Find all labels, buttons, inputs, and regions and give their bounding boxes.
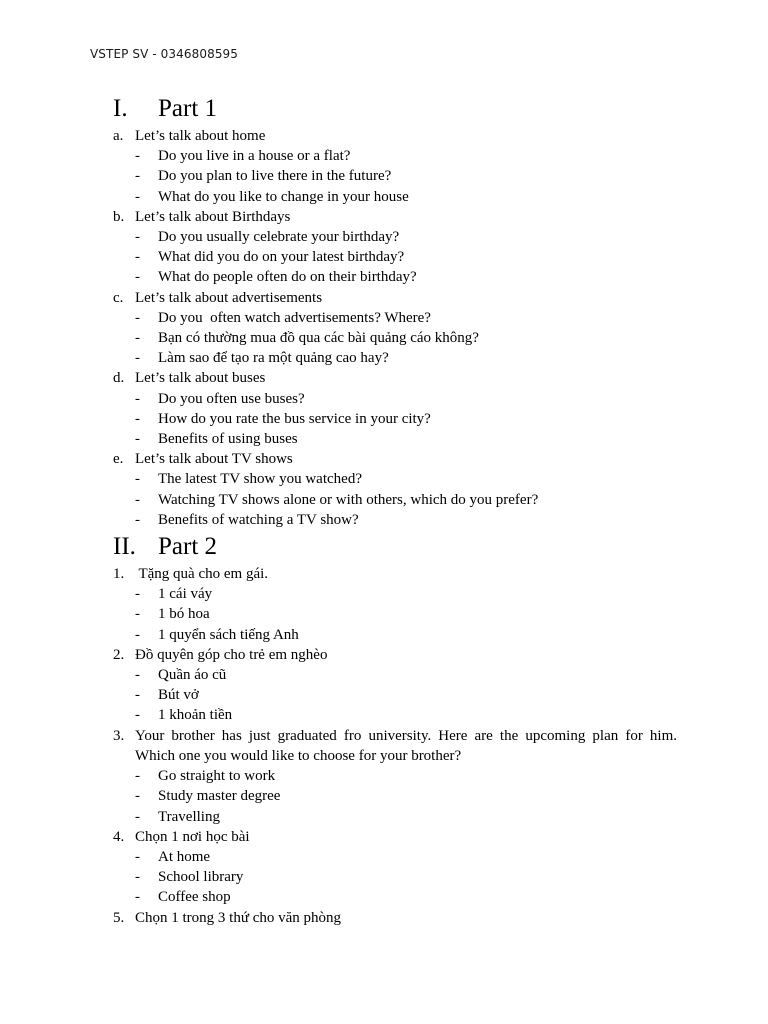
topic-marker: 2. xyxy=(113,646,125,663)
bullet-dash: - xyxy=(135,390,140,407)
bullet-dash: - xyxy=(135,511,140,528)
list-item-text: 1 quyển sách tiếng Anh xyxy=(158,626,299,643)
topic-buses xyxy=(113,368,677,388)
topic-label: Chọn 1 trong 3 thứ cho văn phòng xyxy=(135,909,342,926)
list-item-text: 1 khoản tiền xyxy=(158,707,233,724)
list-item xyxy=(113,166,677,186)
list-item-text: Do you live in a house or a flat? xyxy=(158,148,351,165)
bullet-dash: - xyxy=(135,606,140,623)
list-item-text: Benefits of watching a TV show? xyxy=(158,511,359,528)
list-item-text: Benefits of using buses xyxy=(158,431,298,448)
list-item-text: School library xyxy=(158,869,244,886)
list-item xyxy=(113,187,677,207)
list-item xyxy=(113,490,677,510)
topic-marker: 1. xyxy=(113,566,125,583)
topic-office-item xyxy=(113,908,677,928)
list-item xyxy=(113,227,677,247)
section-numeral: II. xyxy=(113,533,136,561)
list-item-text: What did you do on your latest birthday? xyxy=(158,249,405,266)
topic-marker: d. xyxy=(113,370,125,387)
list-item xyxy=(113,584,677,604)
bullet-dash: - xyxy=(135,168,140,185)
list-item xyxy=(113,389,677,409)
document-body xyxy=(113,92,677,928)
section-title: Part 1 xyxy=(158,95,218,122)
list-item xyxy=(113,510,677,530)
section-title: Part 2 xyxy=(158,533,218,561)
list-item xyxy=(113,247,677,267)
list-item xyxy=(113,665,677,685)
list-item-text: What do people often do on their birthday? xyxy=(158,269,417,286)
topic-label: Đồ quyên góp cho trẻ em nghèo xyxy=(135,646,328,663)
list-item-text: Bút vở xyxy=(158,687,199,704)
bullet-dash: - xyxy=(135,889,140,906)
bullet-dash: - xyxy=(135,471,140,488)
topic-marker: 4. xyxy=(113,828,125,845)
page-header: VSTEP SV - 0346808595 xyxy=(90,47,239,61)
bullet-dash: - xyxy=(135,586,140,603)
topic-marker: c. xyxy=(113,289,124,306)
list-item-text: How do you rate the bus service in your city? xyxy=(158,410,431,427)
bullet-dash: - xyxy=(135,869,140,886)
topic-gift-for-sister xyxy=(113,564,677,584)
list-item-text: At home xyxy=(158,848,211,865)
topic-label: Tặng quà cho em gái. xyxy=(135,566,269,583)
list-item xyxy=(113,348,677,368)
topic-label: Let’s talk about advertisements xyxy=(135,289,323,306)
bullet-dash: - xyxy=(135,229,140,246)
section-heading-part-1 xyxy=(113,92,677,126)
bullet-dash: - xyxy=(135,249,140,266)
list-item-text: 1 cái váy xyxy=(158,586,213,603)
topic-donations xyxy=(113,645,677,665)
topic-marker: 5. xyxy=(113,909,125,926)
topic-label: Let’s talk about home xyxy=(135,128,266,144)
list-item-text: What do you like to change in your house xyxy=(158,188,409,205)
bullet-dash: - xyxy=(135,788,140,805)
list-item-text: Do you often watch advertisements? Where? xyxy=(158,309,431,326)
list-item xyxy=(113,847,677,867)
bullet-dash: - xyxy=(135,148,140,165)
list-item xyxy=(113,429,677,449)
bullet-dash: - xyxy=(135,188,140,205)
list-item-text: Do you often use buses? xyxy=(158,390,305,407)
bullet-dash: - xyxy=(135,808,140,825)
topic-marker: a. xyxy=(113,128,124,144)
list-item xyxy=(113,685,677,705)
section-numeral: I. xyxy=(113,95,128,122)
bullet-dash: - xyxy=(135,269,140,286)
list-item xyxy=(113,409,677,429)
list-item-text: Do you usually celebrate your birthday? xyxy=(158,229,400,246)
section-heading-part-2 xyxy=(113,530,677,564)
bullet-dash: - xyxy=(135,309,140,326)
list-item xyxy=(113,807,677,827)
list-item-text: Bạn có thường mua đồ qua các bài quảng cáo không? xyxy=(158,330,479,347)
topic-brother-plan xyxy=(113,726,677,766)
list-item-text: The latest TV show you watched? xyxy=(158,471,362,488)
list-item xyxy=(113,146,677,166)
bullet-dash: - xyxy=(135,431,140,448)
topic-marker: 3. xyxy=(113,727,125,744)
list-item xyxy=(113,308,677,328)
bullet-dash: - xyxy=(135,491,140,508)
bullet-dash: - xyxy=(135,330,140,347)
topic-birthdays xyxy=(113,207,677,227)
list-item-text: Coffee shop xyxy=(158,889,231,906)
topic-label: Let’s talk about buses xyxy=(135,370,266,387)
topic-label: Let’s talk about TV shows xyxy=(135,451,293,468)
list-item xyxy=(113,867,677,887)
topic-label: Let’s talk about Birthdays xyxy=(135,208,291,225)
topic-advertisements xyxy=(113,288,677,308)
topic-study-place xyxy=(113,827,677,847)
list-item xyxy=(113,625,677,645)
list-item xyxy=(113,328,677,348)
list-item xyxy=(113,604,677,624)
bullet-dash: - xyxy=(135,707,140,724)
topic-label: Chọn 1 nơi học bài xyxy=(135,828,250,845)
bullet-dash: - xyxy=(135,667,140,684)
list-item-text: Watching TV shows alone or with others, which do you prefer? xyxy=(158,491,539,508)
topic-tv-shows xyxy=(113,449,677,469)
topic-marker: e. xyxy=(113,451,124,468)
list-item-text: Study master degree xyxy=(158,788,281,805)
bullet-dash: - xyxy=(135,350,140,367)
bullet-dash: - xyxy=(135,410,140,427)
list-item xyxy=(113,766,677,786)
list-item-text: Travelling xyxy=(158,808,220,825)
list-item-text: Go straight to work xyxy=(158,768,276,785)
list-item xyxy=(113,887,677,907)
list-item-text: Quần áo cũ xyxy=(158,667,227,684)
bullet-dash: - xyxy=(135,687,140,704)
bullet-dash: - xyxy=(135,626,140,643)
list-item xyxy=(113,469,677,489)
topic-label: Your brother has just graduated fro university. Here are the upcoming plan for him. Which one you would like to choose for your brother? xyxy=(135,727,677,764)
topic-marker: b. xyxy=(113,208,125,225)
list-item xyxy=(113,786,677,806)
list-item-text: Do you plan to live there in the future? xyxy=(158,168,392,185)
bullet-dash: - xyxy=(135,848,140,865)
list-item xyxy=(113,705,677,725)
list-item-text: 1 bó hoa xyxy=(158,606,210,623)
bullet-dash: - xyxy=(135,768,140,785)
list-item-text: Làm sao để tạo ra một quảng cao hay? xyxy=(158,350,389,367)
topic-home xyxy=(113,126,677,146)
list-item xyxy=(113,267,677,287)
